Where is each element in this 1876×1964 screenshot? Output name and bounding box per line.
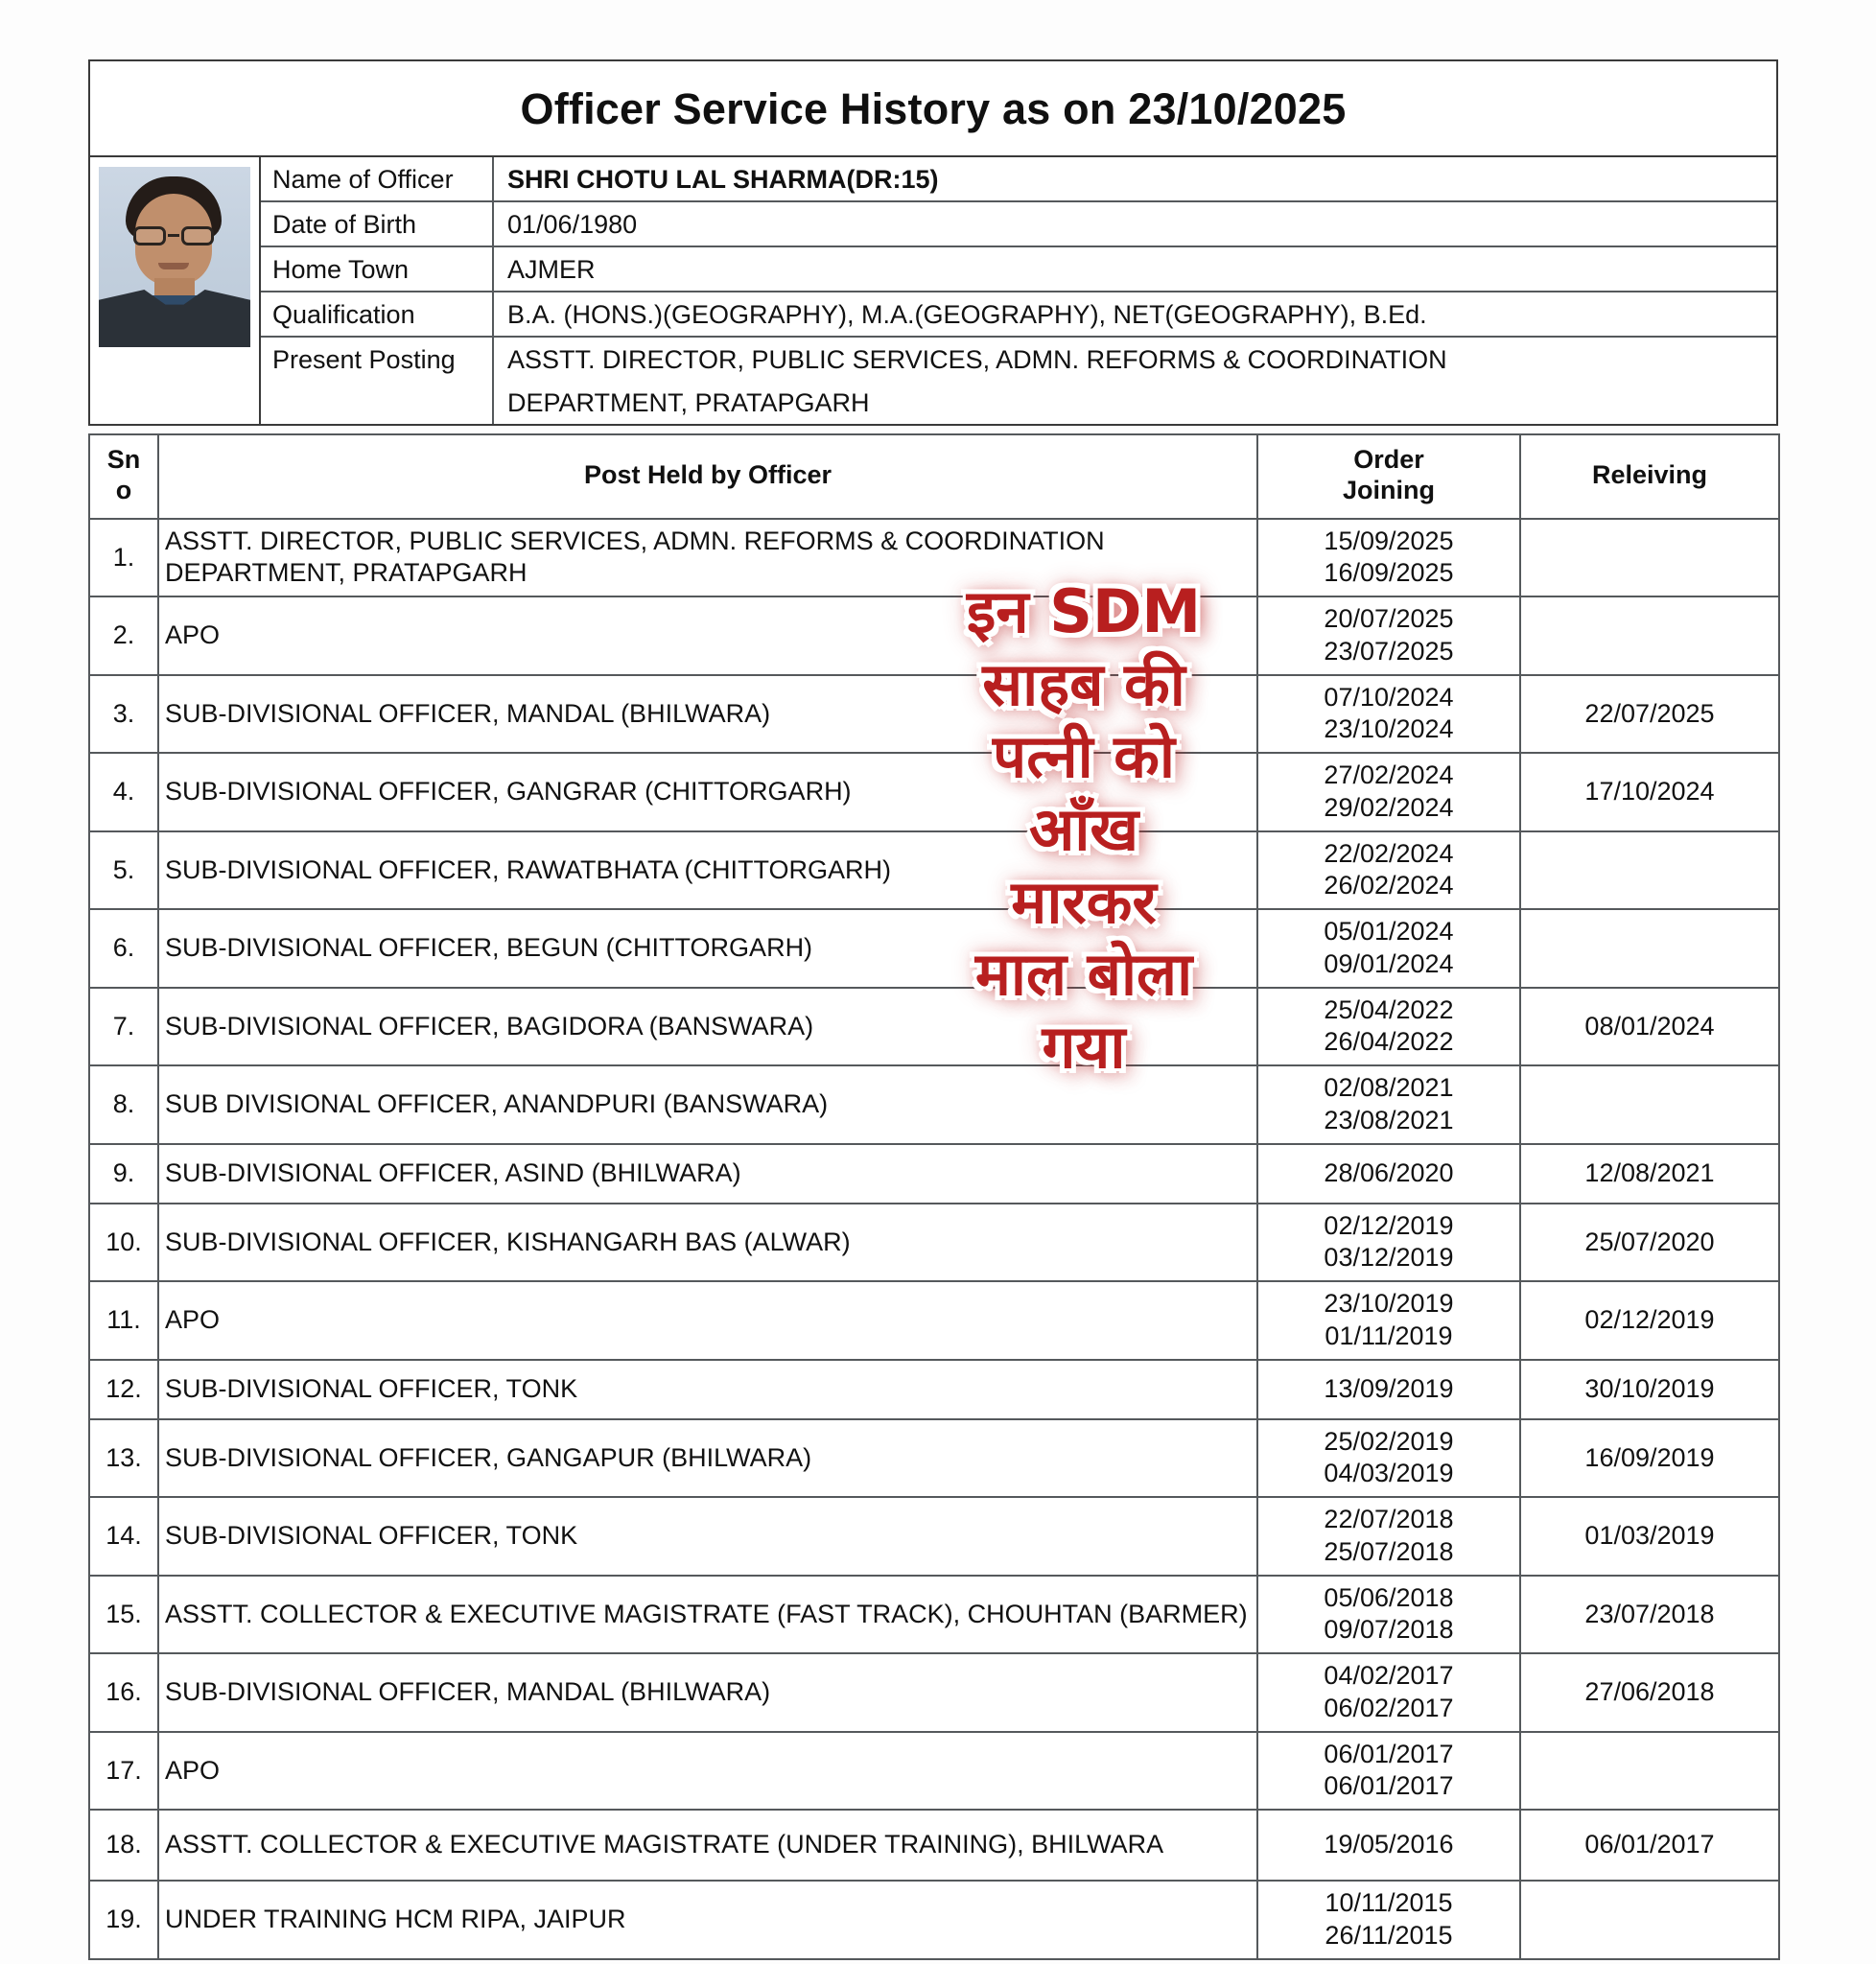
- cell-post: SUB DIVISIONAL OFFICER, ANANDPURI (BANSWARA): [158, 1065, 1257, 1144]
- overlay-caption-line: आँख: [1028, 793, 1139, 864]
- cell-sno: 4.: [89, 753, 158, 831]
- info-label-home-town: Home Town: [261, 247, 494, 291]
- cell-releiving: [1520, 1065, 1779, 1144]
- cell-releiving: 02/12/2019: [1520, 1281, 1779, 1360]
- cell-releiving: [1520, 519, 1779, 597]
- cell-sno: 2.: [89, 596, 158, 675]
- cell-order-joining: 19/05/2016: [1257, 1810, 1520, 1881]
- officer-info-body: [90, 157, 1776, 424]
- table-row: [89, 1810, 1779, 1881]
- table-row: [89, 1360, 1779, 1419]
- table-row: [89, 1576, 1779, 1654]
- cell-sno: 14.: [89, 1497, 158, 1576]
- cell-order-joining: 10/11/2015 26/11/2015: [1257, 1881, 1520, 1959]
- cell-releiving: 12/08/2021: [1520, 1144, 1779, 1204]
- photo-lens-left: [133, 226, 166, 246]
- cell-post: SUB-DIVISIONAL OFFICER, TONK: [158, 1360, 1257, 1419]
- cell-releiving: 23/07/2018: [1520, 1576, 1779, 1654]
- cell-post: SUB-DIVISIONAL OFFICER, RAWATBHATA (CHITTORGARH): [158, 831, 1257, 910]
- column-header-post: Post Held by Officer: [158, 434, 1257, 519]
- cell-releiving: 25/07/2020: [1520, 1204, 1779, 1282]
- overlay-caption-line: पत्नी को: [993, 721, 1175, 792]
- cell-post: ASSTT. COLLECTOR & EXECUTIVE MAGISTRATE (UNDER TRAINING), BHILWARA: [158, 1810, 1257, 1881]
- title-band: [90, 61, 1776, 157]
- table-row: [89, 519, 1779, 597]
- present-posting-line1: ASSTT. DIRECTOR, PUBLIC SERVICES, ADMN. REFORMS & COORDINATION: [507, 345, 1447, 374]
- cell-post: SUB-DIVISIONAL OFFICER, MANDAL (BHILWARA): [158, 675, 1257, 754]
- cell-releiving: [1520, 909, 1779, 988]
- cell-order-joining: 22/07/2018 25/07/2018: [1257, 1497, 1520, 1576]
- cell-sno: 12.: [89, 1360, 158, 1419]
- cell-post: ASSTT. COLLECTOR & EXECUTIVE MAGISTRATE (FAST TRACK), CHOUHTAN (BARMER): [158, 1576, 1257, 1654]
- info-row-present-posting: [261, 338, 1776, 424]
- cell-releiving: 01/03/2019: [1520, 1497, 1779, 1576]
- cell-releiving: 08/01/2024: [1520, 988, 1779, 1066]
- info-row-name: [261, 157, 1776, 202]
- cell-order-joining: 15/09/2025 16/09/2025: [1257, 519, 1520, 597]
- table-row: [89, 753, 1779, 831]
- overlay-caption-line: माल बोला: [974, 939, 1193, 1010]
- cell-sno: 1.: [89, 519, 158, 597]
- cell-order-joining: 23/10/2019 01/11/2019: [1257, 1281, 1520, 1360]
- column-header-order-joining: Order Joining: [1257, 434, 1520, 519]
- cell-order-joining: 02/12/2019 03/12/2019: [1257, 1204, 1520, 1282]
- cell-post: APO: [158, 596, 1257, 675]
- cell-releiving: 22/07/2025: [1520, 675, 1779, 754]
- cell-order-joining: 07/10/2024 23/10/2024: [1257, 675, 1520, 754]
- cell-order-joining: 28/06/2020: [1257, 1144, 1520, 1204]
- officer-photo: [99, 167, 250, 347]
- cell-order-joining: 05/06/2018 09/07/2018: [1257, 1576, 1520, 1654]
- info-value-home-town: AJMER: [507, 255, 596, 284]
- table-row: [89, 1419, 1779, 1498]
- overlay-caption-line: साहब की: [982, 648, 1185, 719]
- cell-post: SUB-DIVISIONAL OFFICER, BAGIDORA (BANSWARA): [158, 988, 1257, 1066]
- cell-releiving: [1520, 1881, 1779, 1959]
- table-row: [89, 1732, 1779, 1811]
- column-header-sno: Sn o: [89, 434, 158, 519]
- cell-post: SUB-DIVISIONAL OFFICER, GANGRAR (CHITTORGARH): [158, 753, 1257, 831]
- cell-sno: 11.: [89, 1281, 158, 1360]
- present-posting-line2: DEPARTMENT, PRATAPGARH: [507, 388, 870, 417]
- cell-releiving: 17/10/2024: [1520, 753, 1779, 831]
- cell-post: UNDER TRAINING HCM RIPA, JAIPUR: [158, 1881, 1257, 1959]
- table-row: [89, 831, 1779, 910]
- cell-sno: 15.: [89, 1576, 158, 1654]
- cell-sno: 19.: [89, 1881, 158, 1959]
- cell-post: SUB-DIVISIONAL OFFICER, MANDAL (BHILWARA): [158, 1653, 1257, 1732]
- photo-lens-bridge: [168, 234, 179, 237]
- cell-order-joining: 20/07/2025 23/07/2025: [1257, 596, 1520, 675]
- cell-post: APO: [158, 1281, 1257, 1360]
- photo-lens-right: [181, 226, 214, 246]
- info-label-present-posting: Present Posting: [261, 338, 494, 424]
- table-row: [89, 1065, 1779, 1144]
- table-row: [89, 1281, 1779, 1360]
- cell-post: ASSTT. DIRECTOR, PUBLIC SERVICES, ADMN. REFORMS & COORDINATION DEPARTMENT, PRATAPGARH: [158, 519, 1257, 597]
- cell-order-joining: 13/09/2019: [1257, 1360, 1520, 1419]
- cell-order-joining: 25/04/2022 26/04/2022: [1257, 988, 1520, 1066]
- cell-order-joining: 02/08/2021 23/08/2021: [1257, 1065, 1520, 1144]
- overlay-caption-line: मारकर: [1011, 866, 1157, 937]
- service-table-body: [89, 519, 1779, 1959]
- cell-post: SUB-DIVISIONAL OFFICER, ASIND (BHILWARA): [158, 1144, 1257, 1204]
- cell-releiving: 16/09/2019: [1520, 1419, 1779, 1498]
- cell-post: APO: [158, 1732, 1257, 1811]
- info-label-dob: Date of Birth: [261, 202, 494, 246]
- table-row: [89, 675, 1779, 754]
- cell-post: SUB-DIVISIONAL OFFICER, TONK: [158, 1497, 1257, 1576]
- officer-info-card: [88, 59, 1778, 426]
- service-history-table: [88, 433, 1780, 1960]
- cell-order-joining: 25/02/2019 04/03/2019: [1257, 1419, 1520, 1498]
- cell-order-joining: 06/01/2017 06/01/2017: [1257, 1732, 1520, 1811]
- table-row: [89, 1497, 1779, 1576]
- cell-sno: 16.: [89, 1653, 158, 1732]
- cell-releiving: 27/06/2018: [1520, 1653, 1779, 1732]
- cell-sno: 6.: [89, 909, 158, 988]
- table-row: [89, 988, 1779, 1066]
- info-row-dob: [261, 202, 1776, 247]
- cell-sno: 5.: [89, 831, 158, 910]
- cell-releiving: [1520, 831, 1779, 910]
- info-label-qualification: Qualification: [261, 292, 494, 336]
- cell-releiving: 06/01/2017: [1520, 1810, 1779, 1881]
- officer-info-rows: [261, 157, 1776, 424]
- cell-sno: 9.: [89, 1144, 158, 1204]
- table-row: [89, 1144, 1779, 1204]
- table-row: [89, 1204, 1779, 1282]
- cell-sno: 7.: [89, 988, 158, 1066]
- cell-sno: 10.: [89, 1204, 158, 1282]
- table-row: [89, 1653, 1779, 1732]
- table-row: [89, 596, 1779, 675]
- table-header-row: [89, 434, 1779, 519]
- table-row: [89, 1881, 1779, 1959]
- cell-releiving: [1520, 596, 1779, 675]
- info-value-present-posting: [494, 338, 1776, 424]
- cell-post: SUB-DIVISIONAL OFFICER, KISHANGARH BAS (ALWAR): [158, 1204, 1257, 1282]
- info-value-name: SHRI CHOTU LAL SHARMA(DR:15): [507, 165, 939, 194]
- column-header-releiving: Releiving: [1520, 434, 1779, 519]
- service-table-head: [89, 434, 1779, 519]
- cell-order-joining: 22/02/2024 26/02/2024: [1257, 831, 1520, 910]
- info-row-qualification: [261, 292, 1776, 338]
- page-title: Officer Service History as on 23/10/2025: [520, 84, 1347, 133]
- cell-sno: 8.: [89, 1065, 158, 1144]
- cell-order-joining: 27/02/2024 29/02/2024: [1257, 753, 1520, 831]
- photo-mouth: [158, 263, 189, 269]
- overlay-caption-line: गया: [1042, 1011, 1126, 1082]
- info-row-home-town: [261, 247, 1776, 292]
- cell-post: SUB-DIVISIONAL OFFICER, GANGAPUR (BHILWARA): [158, 1419, 1257, 1498]
- cell-post: SUB-DIVISIONAL OFFICER, BEGUN (CHITTORGARH): [158, 909, 1257, 988]
- cell-releiving: [1520, 1732, 1779, 1811]
- cell-order-joining: 04/02/2017 06/02/2017: [1257, 1653, 1520, 1732]
- table-row: [89, 909, 1779, 988]
- cell-sno: 3.: [89, 675, 158, 754]
- overlay-caption-line: इन SDM: [966, 576, 1202, 646]
- eyeglasses-icon: [131, 226, 216, 246]
- info-label-name: Name of Officer: [261, 157, 494, 200]
- cell-order-joining: 05/01/2024 09/01/2024: [1257, 909, 1520, 988]
- cell-sno: 18.: [89, 1810, 158, 1881]
- cell-sno: 13.: [89, 1419, 158, 1498]
- cell-sno: 17.: [89, 1732, 158, 1811]
- info-value-qualification: B.A. (HONS.)(GEOGRAPHY), M.A.(GEOGRAPHY), NET(GEOGRAPHY), B.Ed.: [507, 300, 1427, 329]
- cell-releiving: 30/10/2019: [1520, 1360, 1779, 1419]
- officer-photo-cell: [90, 157, 261, 424]
- info-value-dob: 01/06/1980: [507, 210, 638, 239]
